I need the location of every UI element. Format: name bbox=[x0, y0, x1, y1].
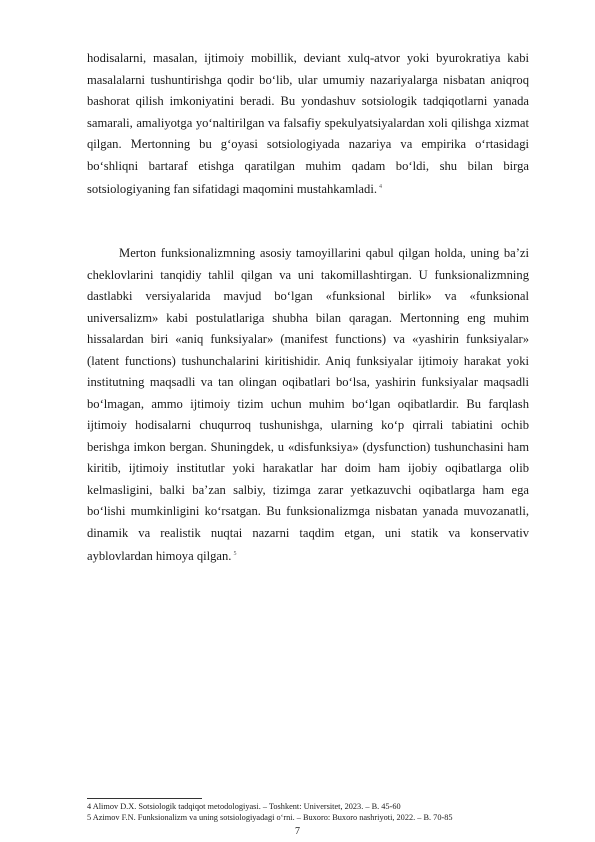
footnote-4: 4 Alimov D.X. Sotsiologik tadqiqot metodologiyasi. – Toshkent: Universitet, 2023. – B. 45-60 bbox=[87, 802, 401, 811]
footnote-ref-4[interactable]: 4 bbox=[378, 184, 382, 190]
paragraph-1-text: hodisalarni, masalan, ijtimoiy mobillik, deviant xulq-atvor yoki byurokratiya kabi masalalarni tushuntirishga qodir bo‘lib, ular umumiy nazariyalarga nisbatan aniqroq bashorat qilish imkoniyatini beradi. Bu yondashuv sotsiologik tadqiqotlarni yanada samarali, amaliyotga yo‘naltirilgan va falsafiy spekulyatsiyalardan xoli qilishga xizmat qilgan. Mertonning bu g‘oyasi sotsiologiyada nazariya va empirika o‘rtasidagi bo‘shliqni bartaraf etishga qaratilgan muhim qadam bo‘ldi, shu bilan birga sotsiologiyaning fan sifatidagi maqomini mustahkamladi. bbox=[87, 51, 529, 197]
paragraph-2 bbox=[87, 243, 529, 568]
footnote-ref-5[interactable]: 5 bbox=[233, 551, 237, 557]
footnotes bbox=[87, 801, 529, 823]
paragraph-1 bbox=[87, 48, 529, 201]
footnote-separator bbox=[87, 798, 202, 799]
footnote-5: 5 Azimov F.N. Funksionalizm va uning sotsiologiyadagi o‘rni. – Buxoro: Buxoro nashriyoti, 2022. – B. 70-85 bbox=[87, 813, 453, 822]
paragraph-2-text: Merton funksionalizmning asosiy tamoyillarini qabul qilgan holda, uning ba’zi cheklovlarini tanqidiy tahlil qilgan va uni takomillashtirgan. U funksionalizmning dastlabki versiyalarida mavjud bo‘lgan «funksional birlik» va «funksional universalizm» kabi postulatlariga shubha bilan qaragan. Mertonning eng muhim hissalardan biri «aniq funksiyalar» (manifest functions) va «yashirin funksiyalar» (latent functions) tushunchalarini kiritishidir. Aniq funksiyalar ijtimoiy harakat yoki institutning maqsadli va tan olingan oqibatlari bo‘lsa, yashirin funksiyalar maqsadli bo‘lmagan, ammo ijtimoiy tizim uchun muhim bo‘lgan oqibatlardir. Bu farqlash ijtimoiy hodisalarni chuqurroq tushunishga, ularning ko‘p qirrali tabiatini ochib berishga imkon bergan. Shuningdek, u «disfunksiya» (dysfunction) tushunchasini ham kiritib, ijtimoiy institutlar yoki harakatlar har doim ham ijobiy oqibatlarga olib kelmasligini, balki ba’zan salbiy, tizimga zarar yetkazuvchi oqibatlarga ham ega bo‘lishi mumkinligini ko‘rsatgan. Bu funksionalizmga nisbatan yanada muvozanatli, dinamik va realistik nuqtai nazarni taqdim etgan, uni statik va konservativ ayblovlardan himoya qilgan. bbox=[87, 246, 529, 564]
page-number: 7 bbox=[295, 826, 300, 837]
